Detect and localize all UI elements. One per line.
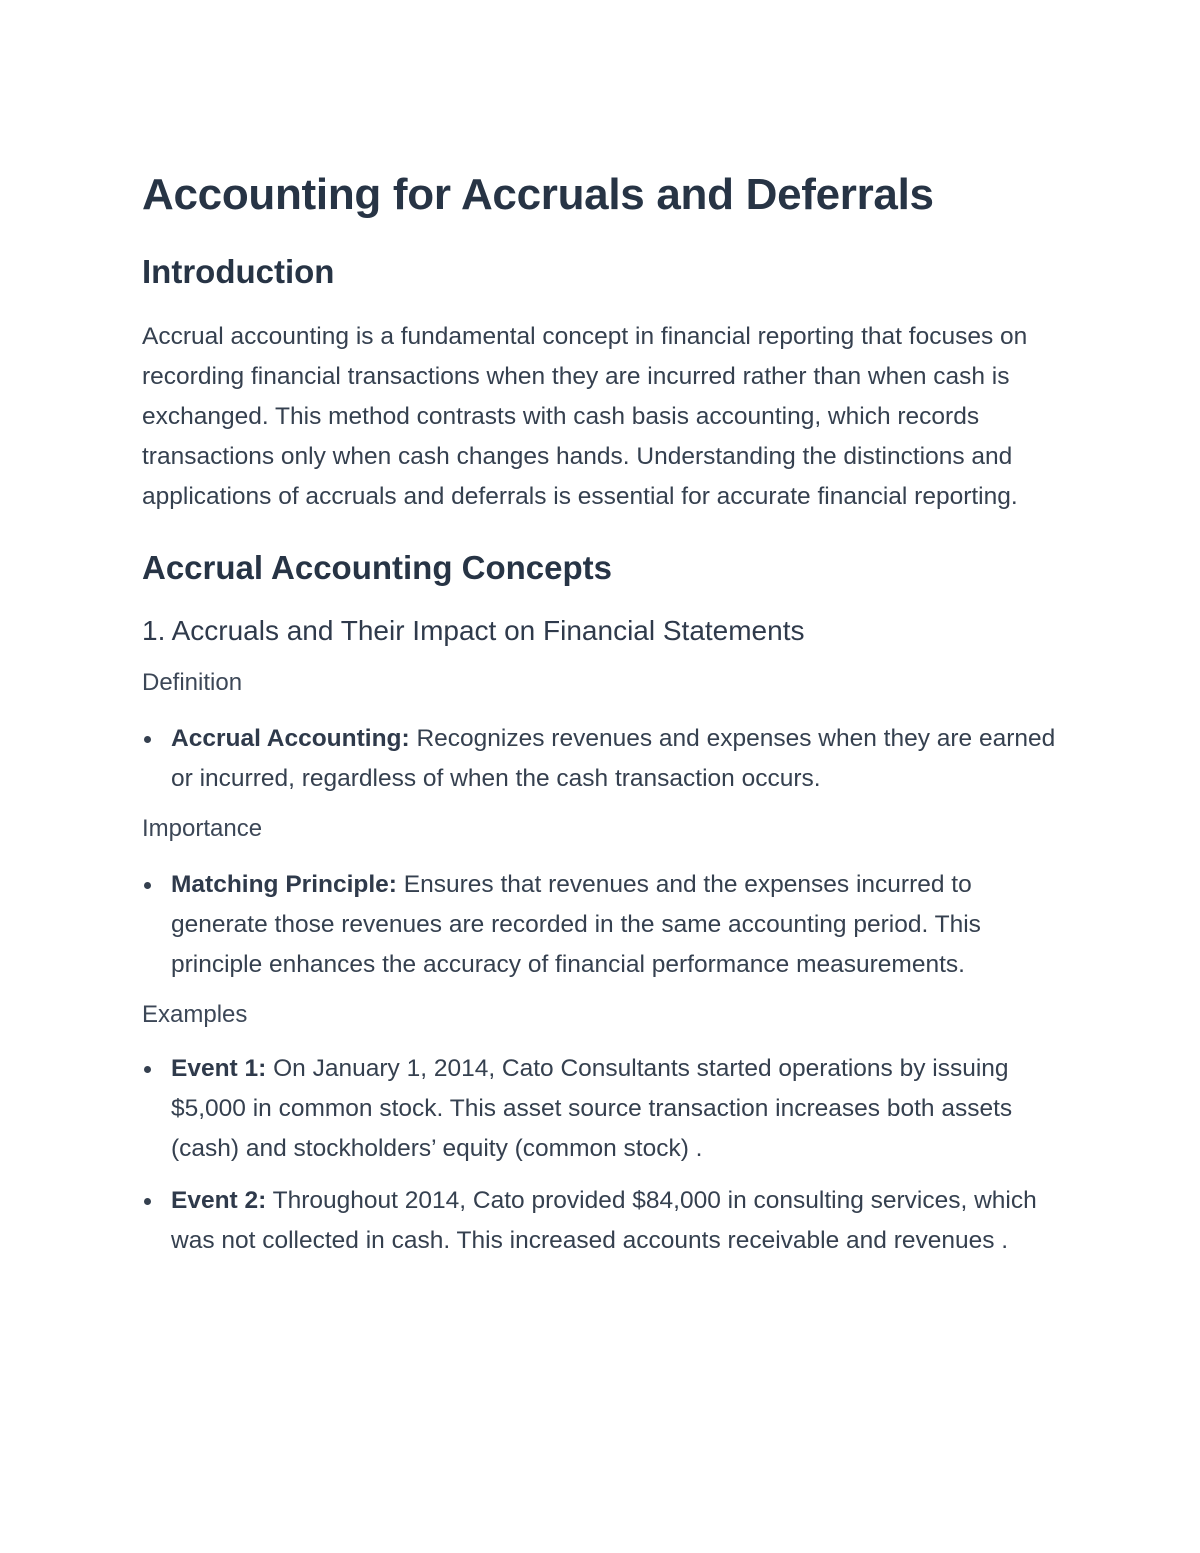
- document-page: [142, 160, 1072, 1261]
- list-item: [142, 865, 1072, 985]
- bullet-icon: [144, 736, 151, 743]
- item-text: Ensures that revenues and the expenses incurred to generate those revenues are recorded in the same accounting period. This principle enhances the accuracy of financial performance measurements.: [171, 871, 981, 978]
- list-item: [142, 1049, 1072, 1169]
- item-term: Event 1:: [171, 1055, 267, 1082]
- item-term: Matching Principle:: [171, 871, 397, 898]
- bullet-icon: [144, 1198, 151, 1205]
- item-text: Throughout 2014, Cato provided $84,000 in consulting services, which was not collected in cash. This increased accounts receivable and revenues .: [171, 1187, 1037, 1254]
- list-item: [142, 719, 1072, 799]
- item-term: Event 2:: [171, 1187, 267, 1214]
- list-item: [142, 1181, 1072, 1261]
- concepts-heading: Accrual Accounting Concepts: [142, 549, 613, 586]
- examples-list: [142, 1049, 1072, 1261]
- introduction-heading: Introduction: [142, 253, 335, 290]
- item-term: Accrual Accounting:: [171, 725, 410, 752]
- definition-heading: Definition: [142, 669, 243, 696]
- bullet-icon: [144, 882, 151, 889]
- bullet-icon: [144, 1066, 151, 1073]
- examples-heading: Examples: [142, 1001, 248, 1028]
- document-title: Accounting for Accruals and Deferrals: [142, 170, 934, 219]
- importance-heading: Importance: [142, 815, 263, 842]
- importance-list: [142, 865, 1072, 985]
- item-text: On January 1, 2014, Cato Consultants started operations by issuing $5,000 in common stock. This asset source transaction increases both assets (cash) and stockholders’ equity (common stock) .: [171, 1055, 1013, 1162]
- introduction-paragraph: Accrual accounting is a fundamental concept in financial reporting that focuses on recording financial transactions when they are incurred rather than when cash is exchanged. This method contrasts with cash basis accounting, which records transactions only when cash changes hands. Understanding the distinctions and applications of accruals and deferrals is essential for accurate financial reporting.: [142, 323, 1028, 510]
- definition-list: [142, 719, 1072, 799]
- item-text: Recognizes revenues and expenses when they are earned or incurred, regardless of when the cash transaction occurs.: [171, 725, 1056, 792]
- subsection-heading: 1. Accruals and Their Impact on Financial Statements: [142, 615, 805, 646]
